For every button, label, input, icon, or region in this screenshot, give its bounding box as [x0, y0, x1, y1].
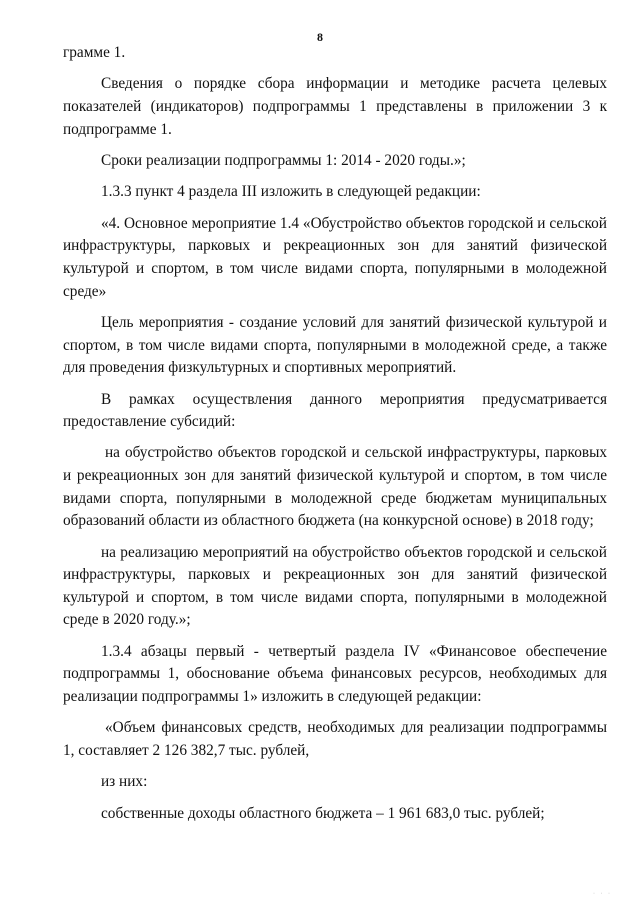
paragraph-activity-goal: Цель мероприятия - создание условий для занятий физической культурой и спортом, в том числе видами спорта, популярными в молодежной среде, а также для проведения физкультурных и спортивных мероприятий.: [63, 313, 607, 377]
document-body: [63, 42, 607, 834]
paragraph-amendment-1-3-3: 1.3.3 пункт 4 раздела III изложить в следующей редакции:: [101, 183, 481, 201]
paragraph-funding-total: «Объем финансовых средств, необходимых для реализации подпрограммы 1, составляет 2 126 382,7 тыс. рублей,: [63, 719, 607, 759]
paragraph-regional-budget-income: собственные доходы областного бюджета – 1 961 683,0 тыс. рублей;: [101, 804, 545, 822]
paragraph-amendment-1-3-4: 1.3.4 абзацы первый - четвертый раздела IV «Финансовое обеспечение подпрограммы 1, обоснование объема финансовых ресурсов, необходимых для реализации подпрограммы 1» изложить в следующей редакции:: [63, 642, 607, 706]
scan-mark: · · ·: [593, 891, 612, 897]
paragraph-subsidy-2020: на реализацию мероприятий на обустройство объектов городской и сельской инфраструктуры, парковых и рекреационных зон для занятий физической культурой и спортом, в том числе видами спорта, популярными в молодежной среде в 2020 году.»;: [63, 543, 607, 629]
paragraph-of-which: из них:: [101, 773, 148, 791]
paragraph-main-activity-1-4: «4. Основное мероприятие 1.4 «Обустройство объектов городской и сельской инфраструктуры, парковых и рекреационных зон для занятий физической культурой и спортом, в том числе видами спорта, популярными в молодежной среде»: [63, 214, 607, 300]
paragraph-indicators-info: Сведения о порядке сбора информации и методике расчета целевых показателей (индикаторов) подпрограммы 1 представлены в приложении 3 к подпрограмме 1.: [63, 75, 607, 138]
paragraph-continuation: грамме 1.: [63, 44, 126, 61]
paragraph-implementation-period: Сроки реализации подпрограммы 1: 2014 - 2020 годы.»;: [101, 151, 466, 169]
paragraph-subsidy-2018: на обустройство объектов городской и сельской инфраструктуры, парковых и рекреационных зон для занятий физической культурой и спортом, в том числе видами спорта, популярными в молодежной среде бюджетам муниципальных образований области из областного бюджета (на конкурсной основе) в 2018 году;: [63, 444, 607, 530]
page-number: 8: [317, 30, 323, 44]
paragraph-subsidies-intro: В рамках осуществления данного мероприятия предусматривается предоставление субсидий:: [63, 390, 607, 431]
